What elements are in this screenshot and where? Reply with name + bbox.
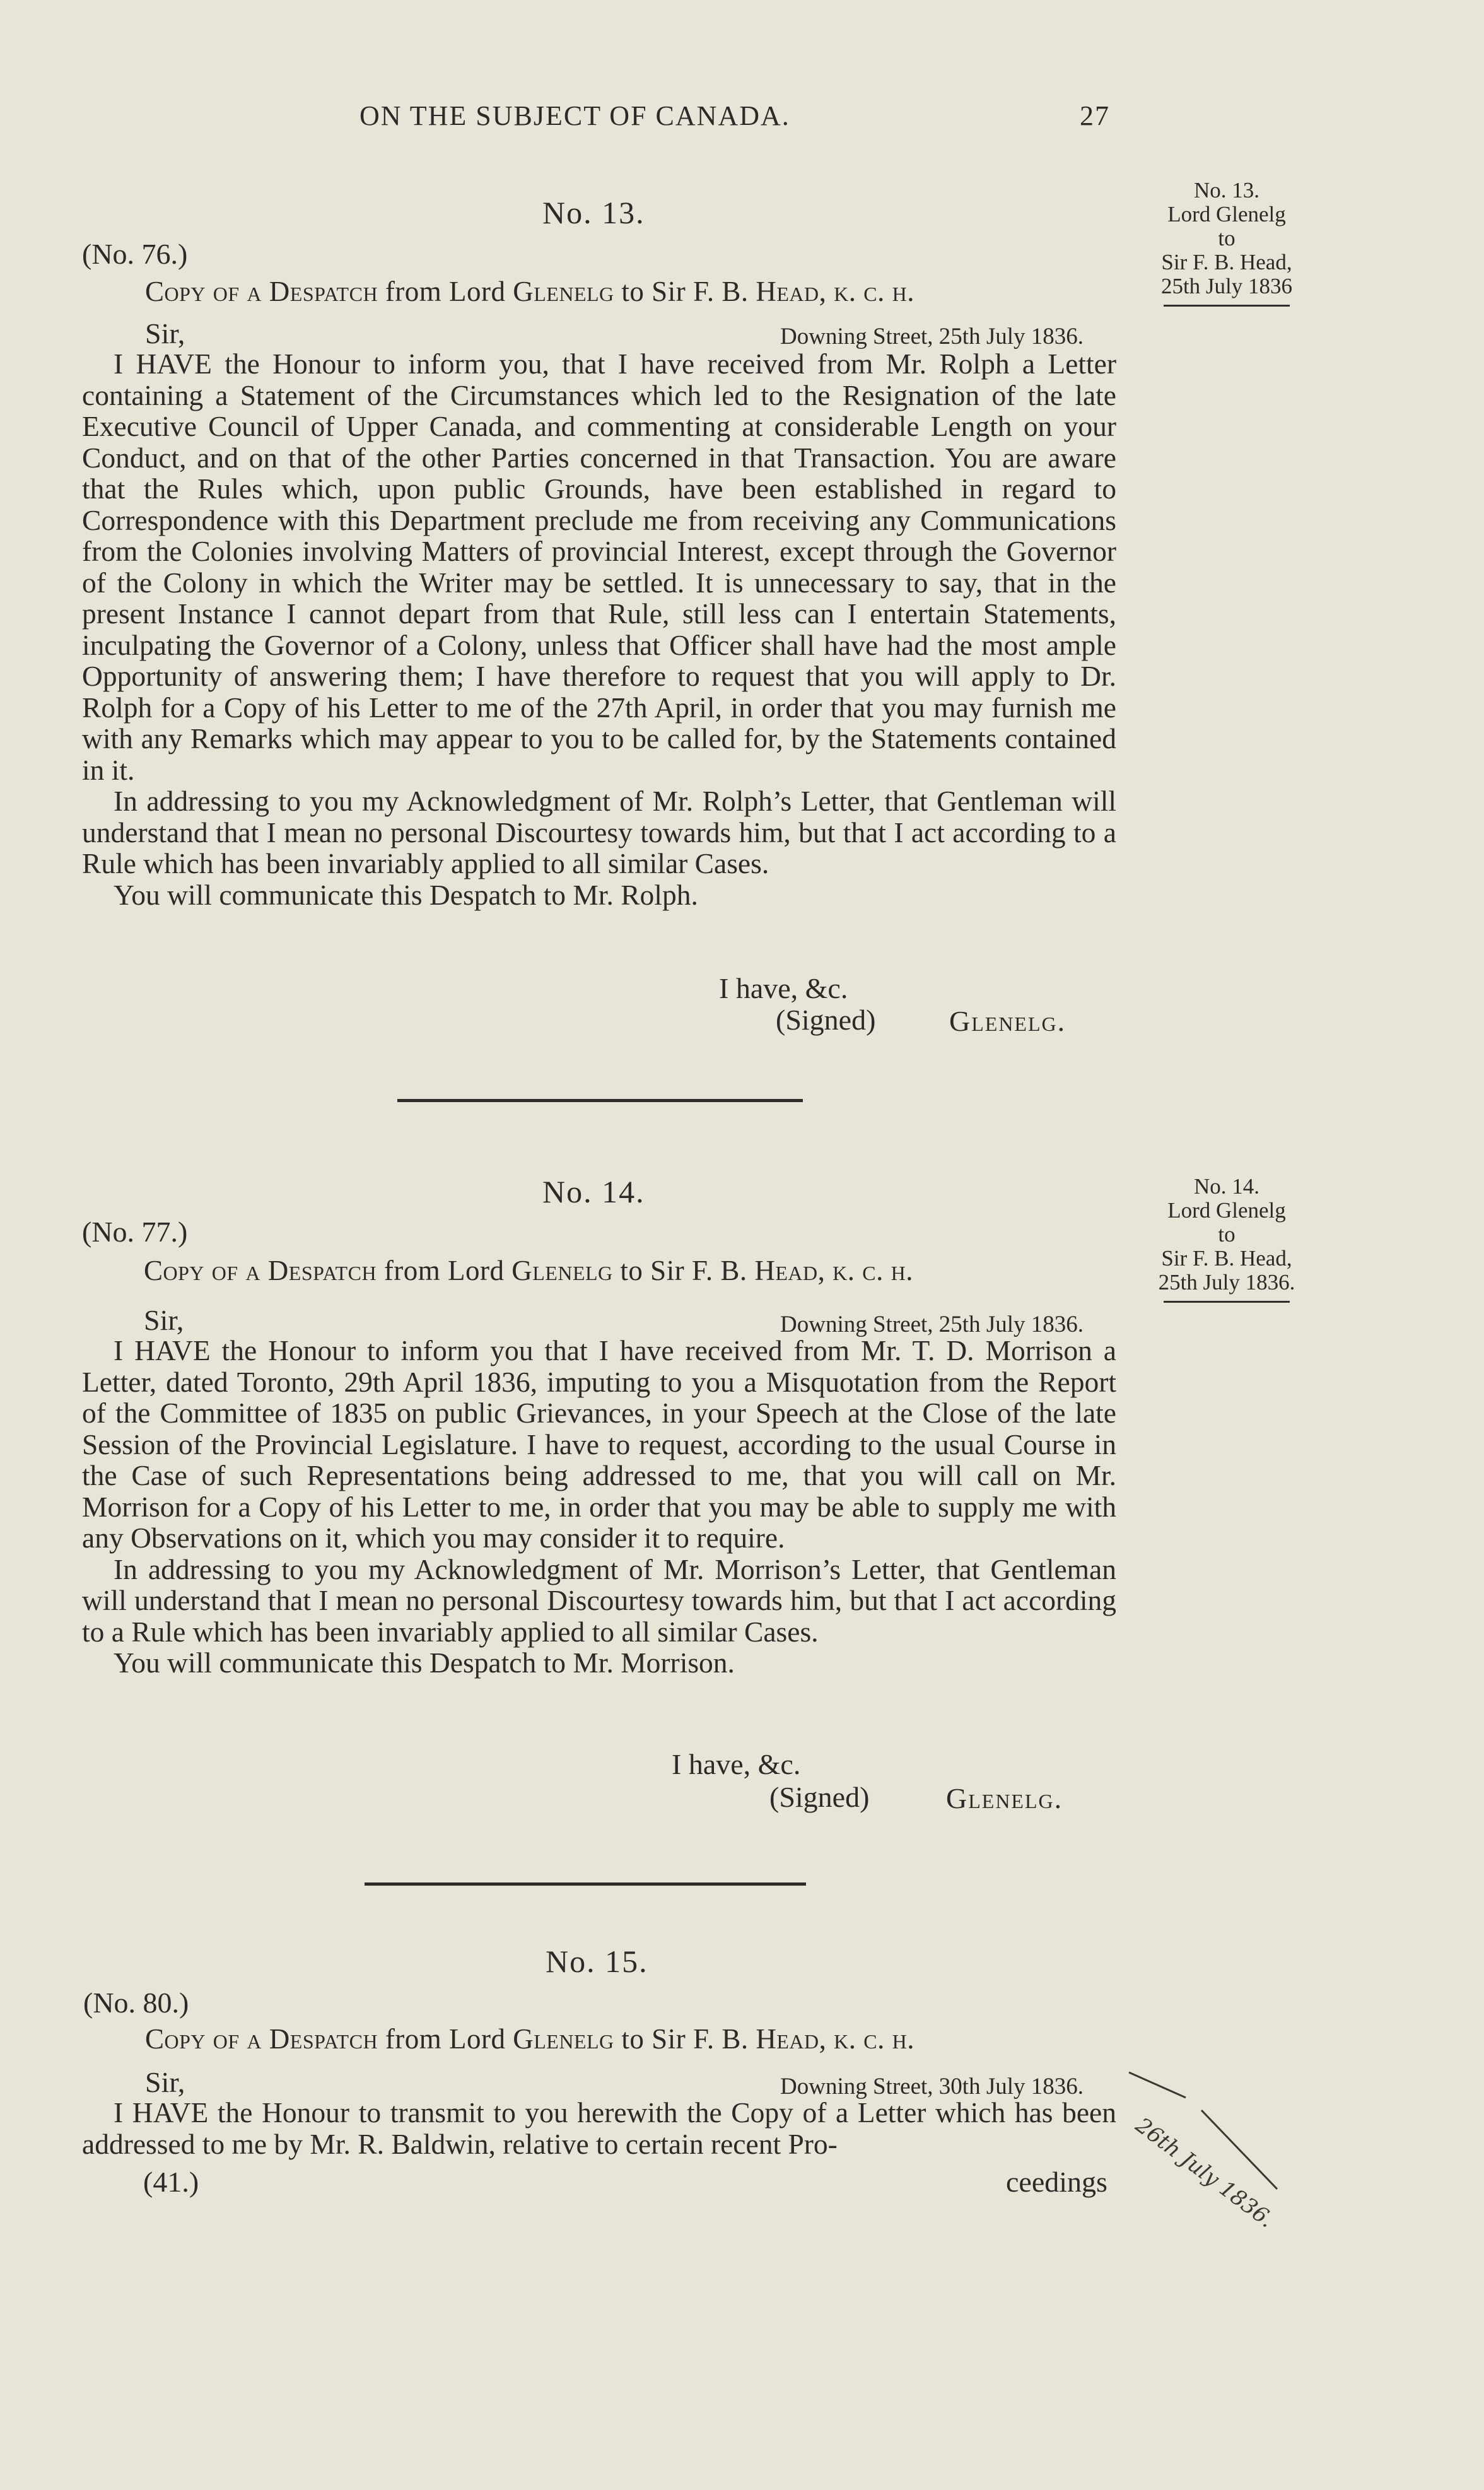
despatch-title: Copy of a Despatch from Lord Glenelg to Sir F. B. Head, k. c. h. [145, 2023, 914, 2055]
signature-mark: (41.) [143, 2166, 199, 2198]
section-heading: No. 14. [542, 1174, 645, 1209]
margin-rule [1164, 1301, 1290, 1303]
paragraph: I HAVE the Honour to inform you, that I have received from Mr. Rolph a Letter containing a Statement of the Circumstances which led to the Resignation of the late Executive Council of Upper Canada, and commenting at considerable Length on your Conduct, and on that of the other Parties concerned in that Transaction. You are aware that the Rules which, upon public Grounds, have been established in regard to Correspondence with this Department preclude me from receiving any Communications from the Colonies involving Matters of provincial Interest, except through the Governor of the Colony in which the Writer may be settled. It is unnecessary to say, that in the present Instance I cannot depart from that Rule, still less can I entertain Statements, inculpating the Governor of a Colony, unless that Officer shall have had the most ample Opportunity of answering them; I have therefore to request that you will apply to Dr. Rolph for a Copy of his Letter to me of the 27th April, in order that you may furnish me with any Remarks which may appear to you to be called for, by the Statements contained in it. [82, 348, 1116, 786]
salutation: Sir, [145, 2066, 185, 2098]
paragraph: In addressing to you my Acknowledgment of Mr. Morrison’s Letter, that Gentleman will understand that I mean no personal Discourtesy towards him, but that I act according to a Rule which has been invariably applied to all similar Cases. [82, 1553, 1116, 1648]
signature: Glenelg. [949, 1005, 1066, 1037]
section-divider [397, 1099, 803, 1102]
section-heading: No. 15. [546, 1944, 648, 1979]
dateline: Downing Street, 25th July 1836. [780, 1312, 1084, 1337]
margin-rule [1164, 305, 1290, 307]
margin-note-13: No. 13. Lord Glenelg to Sir F. B. Head, 25th July 1836 [1116, 179, 1337, 307]
paragraph: In addressing to you my Acknowledgment of Mr. Rolph’s Letter, that Gentleman will understand that I mean no personal Discourtesy towards him, but that I act according to a Rule which has been invariably applied to all similar Cases. [82, 785, 1116, 879]
running-head-title: ON THE SUBJECT OF CANADA. [359, 100, 790, 131]
dateline: Downing Street, 30th July 1836. [780, 2074, 1084, 2099]
signed-label: (Signed) [769, 1781, 870, 1813]
salutation: Sir, [144, 1304, 184, 1336]
section-divider [365, 1882, 806, 1886]
salutation: Sir, [145, 317, 185, 349]
signed-label: (Signed) [776, 1004, 876, 1036]
page-number: 27 [1080, 100, 1110, 131]
closing: I have, &c. [719, 972, 848, 1004]
dateline: Downing Street, 25th July 1836. [780, 324, 1084, 349]
handwritten-date: 26th July 1836. [1130, 2113, 1279, 2233]
signature: Glenelg. [946, 1782, 1063, 1814]
margin-note-14: No. 14. Lord Glenelg to Sir F. B. Head, 25th July 1836. [1116, 1175, 1337, 1303]
section-heading: No. 13. [542, 195, 645, 230]
letter-body [82, 1335, 1116, 1679]
closing: I have, &c. [672, 1748, 801, 1780]
letter-body [82, 2097, 1116, 2159]
despatch-title: Copy of a Despatch from Lord Glenelg to Sir F. B. Head, k. c. h. [145, 276, 914, 307]
catchword: ceedings [1006, 2166, 1107, 2198]
paragraph: I HAVE the Honour to transmit to you herewith the Copy of a Letter which has been addressed to me by Mr. R. Baldwin, relative to certain recent Pro- [82, 2096, 1116, 2160]
despatch-number: (No. 80.) [83, 1987, 189, 2019]
paragraph: I HAVE the Honour to inform you that I have received from Mr. T. D. Morrison a Letter, dated Toronto, 29th April 1836, imputing to you a Misquotation from the Report of the Committee of 1835 on public Grievances, in your Speech at the Close of the late Session of the Provincial Legislature. I have to request, according to the usual Course in the Case of such Representations being addressed to me, that you will call on Mr. Morrison for a Copy of his Letter to me, in order that you may be able to supply me with any Observations on it, which you may consider it to require. [82, 1334, 1116, 1554]
letter-body [82, 348, 1116, 910]
handwritten-annotation [1126, 2060, 1290, 2233]
paragraph: You will communicate this Despatch to Mr. Rolph. [114, 878, 698, 911]
despatch-number: (No. 77.) [82, 1216, 188, 1248]
paragraph: You will communicate this Despatch to Mr. Morrison. [114, 1647, 735, 1679]
despatch-number: (No. 76.) [82, 238, 188, 270]
despatch-title: Copy of a Despatch from Lord Glenelg to Sir F. B. Head, k. c. h. [144, 1255, 913, 1286]
